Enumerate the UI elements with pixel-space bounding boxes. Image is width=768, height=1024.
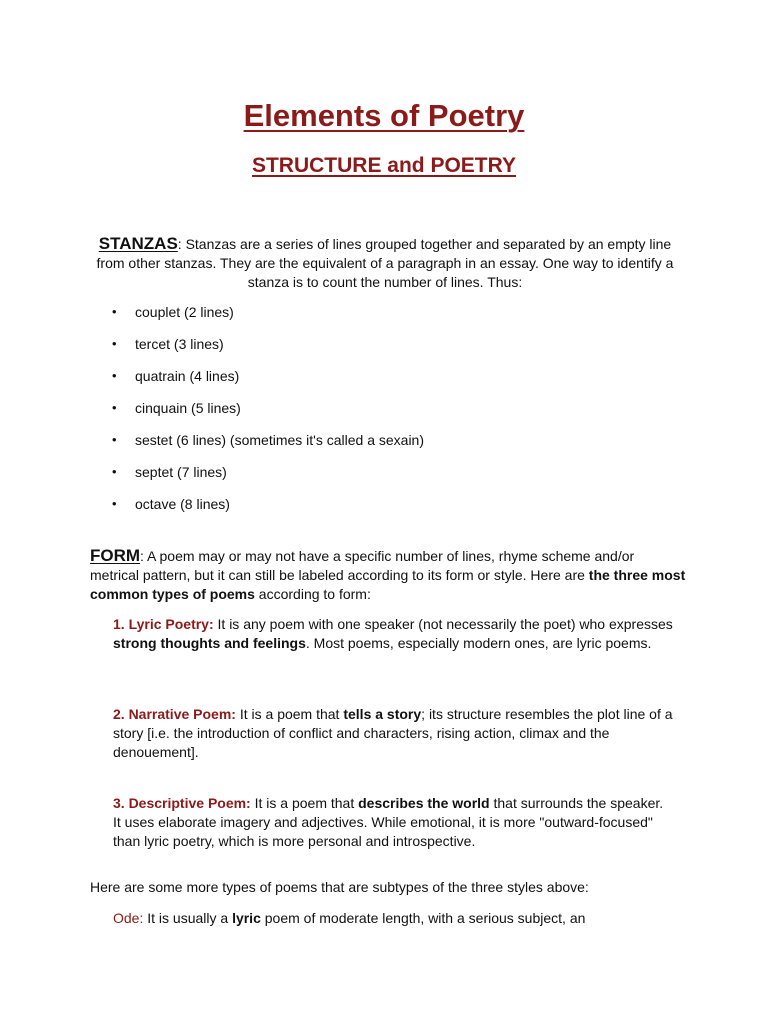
list-item: [88, 494, 688, 526]
type-text-end: . Most poems, especially modern ones, are lyric poems.: [305, 635, 652, 651]
type-text: It is a poem that: [235, 706, 344, 722]
ode-label: Ode:: [113, 910, 144, 926]
type-text-bold: tells a story: [343, 706, 422, 722]
stanza-types-list: [88, 302, 688, 526]
type-text-bold: describes the world: [358, 795, 490, 811]
ode-text-bold: lyric: [232, 910, 261, 926]
form-text-bold: the three most common types of poems: [90, 567, 686, 602]
lyric-poetry-label: 1. Lyric Poetry:: [113, 616, 214, 632]
list-item-text: tercet (3 lines): [135, 336, 224, 352]
stanzas-colon: :: [177, 236, 182, 252]
bullet-icon: •: [112, 336, 117, 351]
form-paragraph: [90, 546, 686, 604]
list-item: [88, 462, 688, 494]
form-colon: :: [140, 548, 144, 564]
ode-text-end: poem of moderate length, with a serious subject, an: [260, 910, 586, 926]
ode-text: It is usually a: [143, 910, 233, 926]
bullet-icon: •: [112, 400, 117, 415]
lyric-poetry-paragraph: [113, 615, 673, 653]
bullet-icon: •: [112, 464, 117, 479]
stanzas-text: Stanzas are a series of lines grouped together and separated by an empty line from other stanzas. They are the equivalent of a paragraph in an essay. One way to identify a stanza is to count the number of lines. Thus:: [96, 236, 674, 290]
list-item-text: cinquain (5 lines): [135, 400, 241, 416]
descriptive-poem-label: 3. Descriptive Poem:: [113, 795, 251, 811]
type-text: It is a poem that: [250, 795, 359, 811]
list-item: [88, 366, 688, 398]
form-text: A poem may or may not have a specific number of lines, rhyme scheme and/or metrical pattern, but it can still be labeled according to its form or style. Here are: [90, 548, 635, 583]
list-item: [88, 430, 688, 462]
bullet-icon: •: [112, 368, 117, 383]
list-item: [88, 334, 688, 366]
list-item: [88, 398, 688, 430]
stanzas-heading: STANZAS: [98, 234, 178, 253]
ode-paragraph: [113, 909, 713, 928]
descriptive-poem-paragraph: [113, 794, 673, 851]
stanzas-paragraph: [88, 234, 682, 292]
list-item-text: sestet (6 lines) (sometimes it's called a sexain): [135, 432, 424, 448]
list-item-text: septet (7 lines): [135, 464, 227, 480]
subtypes-intro: Here are some more types of poems that are subtypes of the three styles above:: [90, 879, 589, 895]
list-item: [88, 302, 688, 334]
narrative-poem-label: 2. Narrative Poem:: [113, 706, 236, 722]
form-heading: FORM: [90, 546, 141, 565]
type-text: It is any poem with one speaker (not necessarily the poet) who expresses: [213, 616, 673, 632]
page-subtitle: STRUCTURE and POETRY: [251, 154, 517, 177]
list-item-text: couplet (2 lines): [135, 304, 234, 320]
bullet-icon: •: [112, 304, 117, 319]
narrative-poem-paragraph: [113, 705, 673, 762]
bullet-icon: •: [112, 496, 117, 511]
page-title: Elements of Poetry: [243, 98, 525, 133]
list-item-text: quatrain (4 lines): [135, 368, 240, 384]
type-text-bold: strong thoughts and feelings: [113, 635, 306, 651]
list-item-text: octave (8 lines): [135, 496, 230, 512]
type-text-end: that surrounds the speaker. It uses elaborate imagery and adjectives. While emotional, it is more "outward-focused" than lyric poetry, which is more personal and introspective.: [113, 795, 664, 849]
type-text-end: ; its structure resembles the plot line of a story [i.e. the introduction of conflict and characters, rising action, climax and the denouement].: [113, 706, 673, 760]
bullet-icon: •: [112, 432, 117, 447]
form-text-end: according to form:: [254, 586, 371, 602]
